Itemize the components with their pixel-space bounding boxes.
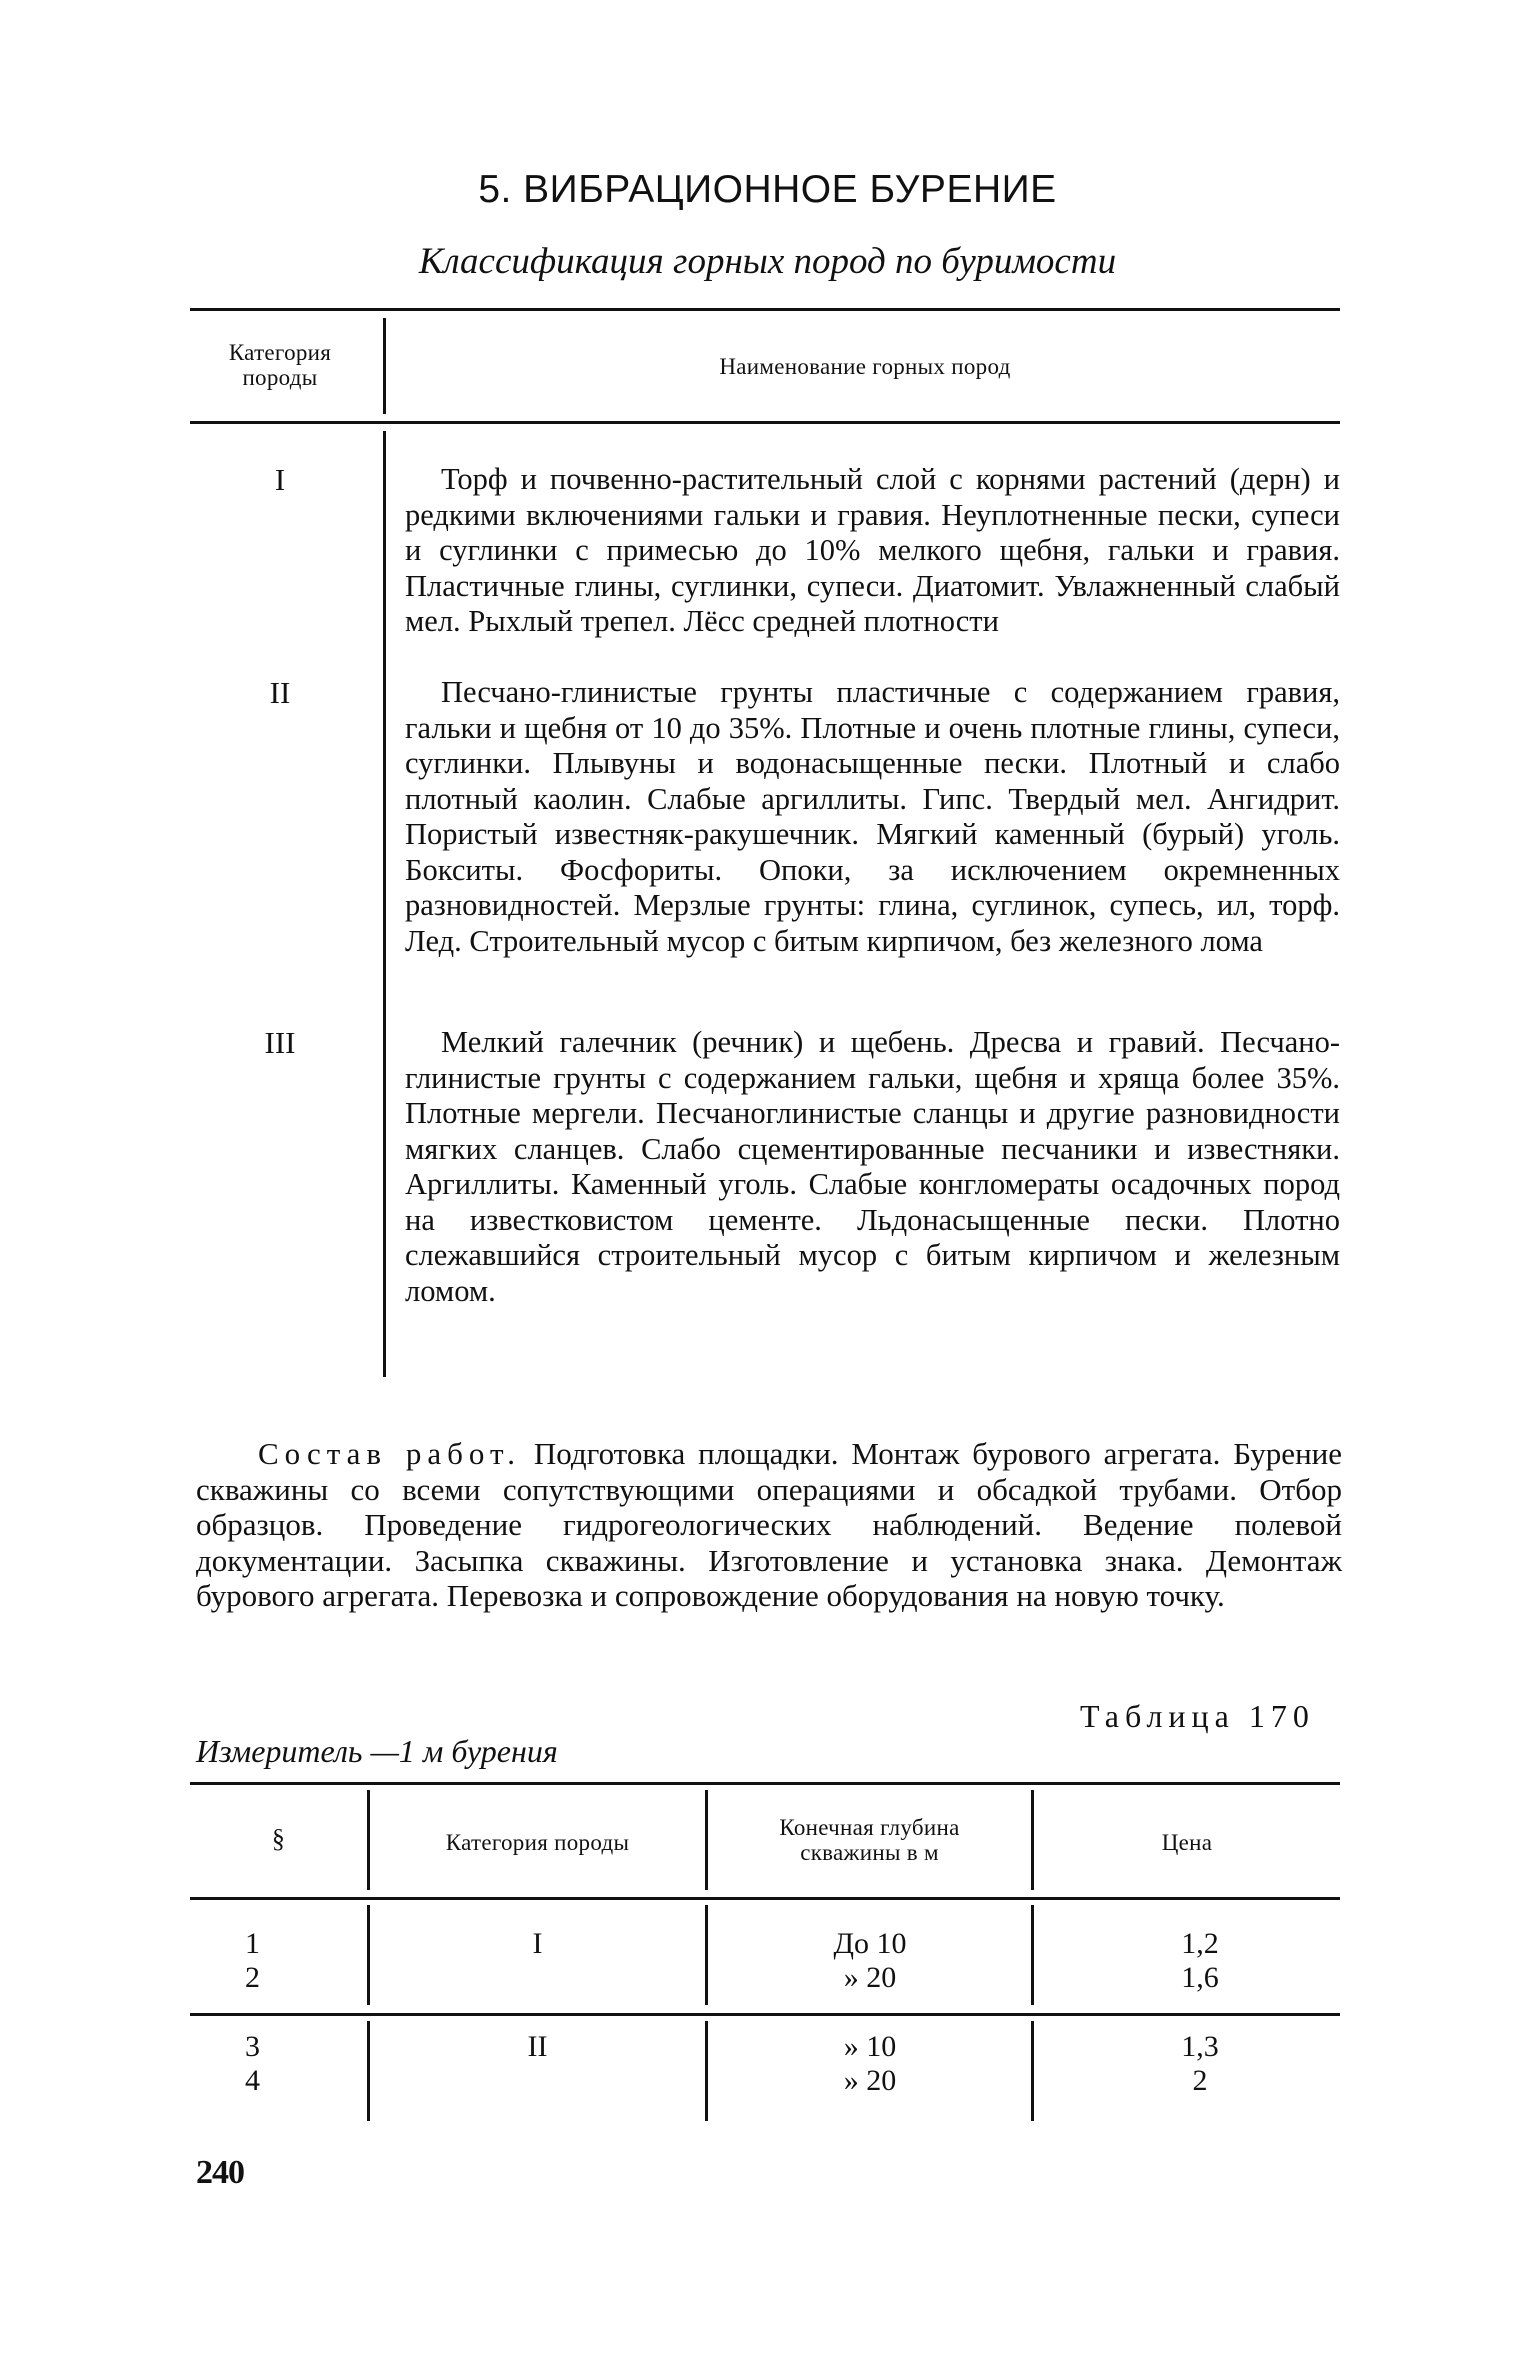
group1-divider-3 (1031, 1905, 1034, 2005)
header-category-line1: Категория (228, 340, 332, 365)
body-divider (383, 431, 386, 1377)
category-II: II (269, 675, 291, 710)
section-subheading: Классификация горных пород по буримости (418, 241, 1117, 282)
row-category: II (527, 2030, 548, 2063)
price-header-depth-line2: скважины в м (800, 1840, 939, 1865)
description-II-text: Песчано-глинистые грунты пластичные с содержанием гравия, гальки и щебня от 10 до 35%. Плотные и очень плотные глины, супеси, суглинки. Плывуны и водонасыщенные пески. Плотный и слабо плотный каолин. Слабые аргиллиты. Гипс. Твердый мел. Ангидрит. Пористый известняк-ракушечник. Мягкий каменный (бурый) уголь. Бокситы. Фосфориты. Опоки, за исключением окремненных разновидностей. Мерзлые грунты: глина, суглинок, супесь, ил, торф. Лед. Строительный мусор с битым кирпичом, без железного лома (405, 675, 1340, 958)
header-category (180, 340, 380, 390)
row-num: 2 (245, 1961, 260, 1994)
section-heading: 5. ВИБРАЦИОННОЕ БУРЕНИЕ (478, 168, 1057, 211)
row-num: 4 (245, 2064, 260, 2097)
row-category: I (532, 1927, 543, 1960)
price-table-top-rule (190, 1782, 1340, 1785)
table-measure: Измеритель —1 м бурения (196, 1733, 558, 1769)
group-separator-rule (190, 2013, 1340, 2016)
works-lead: Состав работ. (258, 1436, 521, 1471)
description-I-text: Торф и почвенно-растительный слой с корнями растений (дерн) и редкими включениями гальки и гравия. Неуплотненные пески, супеси и суглинки с примесью до 10% мелкого щебня, гальки и гравия. Пластичные глины, суглинки, супеси. Диатомит. Увлажненный слабый мел. Рыхлый трепел. Лёсс средней плотности (405, 462, 1340, 638)
price-header-bottom-rule (190, 1897, 1340, 1900)
price-header-price: Цена (1161, 1830, 1213, 1855)
page-number: 240 (196, 2154, 244, 2191)
group2-divider-3 (1031, 2021, 1034, 2121)
row-price: 1,6 (1181, 1961, 1219, 1994)
table-number: Таблица 170 (1080, 1698, 1315, 1734)
row-depth: » 20 (843, 2064, 897, 2097)
row-depth: » 20 (843, 1961, 897, 1994)
header-divider (383, 318, 386, 414)
works-text: Подготовка площадки. Монтаж бурового агрегата. Бурение скважины со всеми сопутствующими операциями и обсадкой трубами. Отбор образцов. Проведение гидрогеологических наблюдений. Ведение полевой документации. Засыпка скважины. Изготовление и установка знака. Демонтаж бурового агрегата. Перевозка и сопровождение оборудования на новую точку. (196, 1436, 1343, 1613)
group1-divider-2 (705, 1905, 708, 2005)
row-num: 3 (245, 2030, 260, 2063)
header-bottom-rule (190, 421, 1340, 424)
price-header-depth (708, 1815, 1031, 1865)
works-paragraph (196, 1436, 1342, 1614)
group2-divider-2 (705, 2021, 708, 2121)
row-depth: До 10 (833, 1927, 907, 1960)
category-III: III (264, 1025, 296, 1060)
header-category-line2: породы (242, 365, 318, 390)
price-header-depth-line1: Конечная глубина (779, 1815, 960, 1840)
row-num: 1 (245, 1927, 260, 1960)
table-top-rule (190, 308, 1340, 311)
row-price: 1,3 (1181, 2030, 1219, 2063)
category-I: I (274, 462, 286, 497)
description-III-text: Мелкий галечник (речник) и щебень. Дресва и гравий. Песчано-глинистые грунты с содержанием гальки, щебня и хряща более 35%. Плотные мергели. Песчаноглинистые сланцы и другие разновидности мягких сланцев. Слабо сцементированные песчаники и известняки. Аргиллиты. Каменный уголь. Слабые конгломераты осадочных пород на известковистом цементе. Льдонасыщенные пески. Плотно слежавшийся строительный мусор с битым кирпичом и железным ломом. (405, 1025, 1340, 1308)
row-price: 1,2 (1181, 1927, 1219, 1960)
price-header-category: Категория породы (445, 1830, 630, 1855)
description-I (405, 462, 1340, 640)
row-depth: » 10 (843, 2030, 897, 2063)
price-header-section: § (271, 1824, 286, 1853)
description-III (405, 1025, 1340, 1309)
description-II (405, 675, 1340, 959)
row-price: 2 (1192, 2064, 1208, 2097)
header-name: Наименование горных пород (719, 354, 1011, 379)
